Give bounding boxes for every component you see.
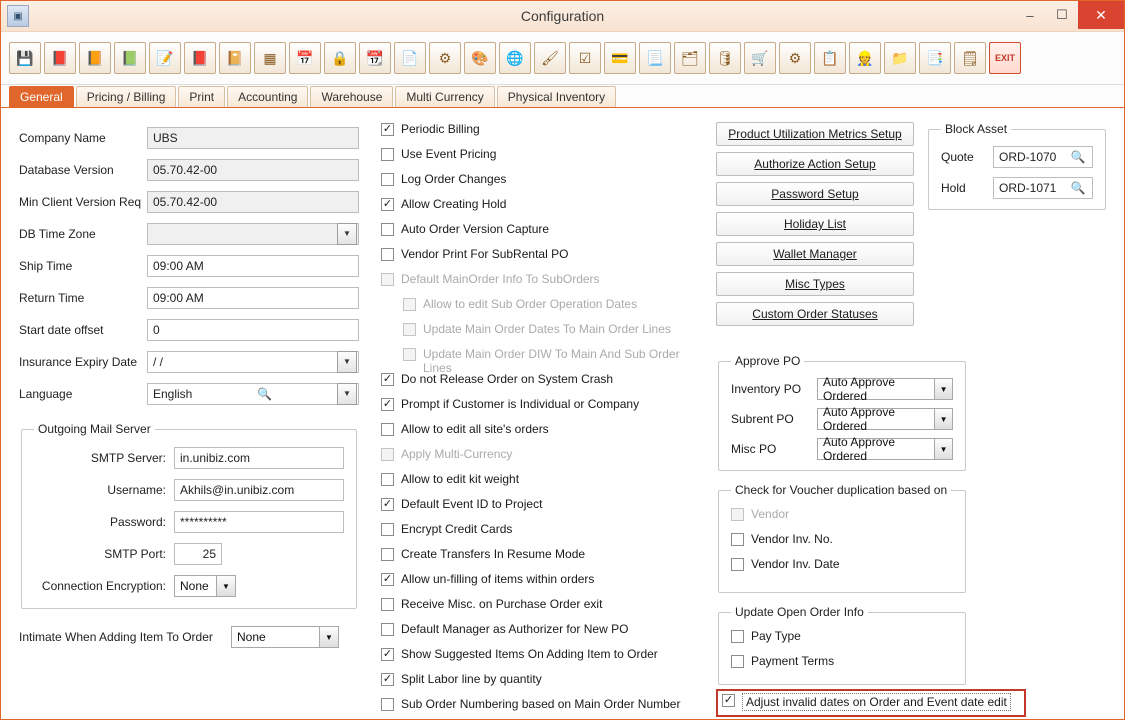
book-red-glyph: 📕 — [191, 50, 209, 66]
checkbox-box[interactable]: ✓ — [382, 398, 393, 410]
gear-green-glyph: ⚙ — [788, 50, 802, 66]
checkbox-label: Allow to edit kit weight — [401, 472, 520, 486]
password-setup-button[interactable] — [716, 182, 914, 206]
checkbox-pay-type[interactable] — [731, 629, 953, 654]
min-client-version-label: Min Client Version Req — [19, 195, 142, 209]
save-glyph: 💾 — [16, 50, 34, 66]
checkbox-box — [403, 323, 416, 336]
btn-label: Custom Order Statuses — [752, 307, 878, 321]
subrent-po-label: Subrent PO — [731, 412, 794, 426]
custom-order-statuses-button[interactable] — [716, 302, 914, 326]
approve-po-legend: Approve PO — [735, 354, 801, 368]
list-green-glyph: 📑 — [926, 50, 944, 66]
checkbox-box[interactable]: ✓ — [382, 573, 393, 585]
ship-time-value: 09:00 AM — [153, 259, 204, 273]
toolbar-globe-icon[interactable] — [499, 42, 531, 74]
checkbox-receive-misc-on-purchase-order-exit[interactable] — [381, 597, 711, 622]
update-open-order-group — [718, 605, 966, 685]
company-name-input[interactable] — [147, 127, 359, 149]
tab-print[interactable]: Print — [178, 86, 225, 107]
field-smtp-server — [34, 446, 344, 470]
checkbox-box[interactable]: ✓ — [382, 648, 393, 660]
doc-lines-glyph: 🗂 — [681, 50, 699, 66]
intimate-value: None — [237, 630, 266, 644]
wallet-manager-button[interactable] — [716, 242, 914, 266]
ship-time-input[interactable] — [147, 255, 359, 277]
minimize-button[interactable]: – — [1026, 7, 1034, 23]
insurance-expiry-date-label: Insurance Expiry Date — [19, 355, 138, 369]
checkbox-box[interactable] — [381, 173, 394, 186]
checkbox-label: Sub Order Numbering based on Main Order Number — [401, 697, 681, 711]
misc-po-select[interactable] — [817, 435, 953, 463]
misc-po-label: Misc PO — [731, 442, 777, 456]
block-asset-legend: Block Asset — [945, 122, 1008, 136]
toolbar-save-icon[interactable] — [9, 42, 41, 74]
password-input[interactable] — [174, 511, 344, 533]
checkbox-box — [403, 298, 416, 311]
hold-label: Hold — [941, 181, 966, 195]
inventory-po-select[interactable] — [817, 375, 953, 403]
field-password — [34, 510, 344, 534]
left-panel — [19, 126, 359, 657]
username-input[interactable] — [174, 479, 344, 501]
field-intimate-when-adding-item — [19, 625, 359, 649]
checkbox-box[interactable] — [381, 523, 394, 536]
maximize-button[interactable]: ☐ — [1056, 7, 1068, 22]
checkbox-voucher-vendor-inv-no[interactable] — [731, 532, 953, 557]
checkbox-allow-edit-all-sites-orders[interactable] — [381, 422, 711, 447]
checkbox-label: Apply Multi-Currency — [401, 447, 513, 461]
checkbox-box — [731, 508, 744, 521]
tab-multi-currency[interactable]: Multi Currency — [395, 86, 494, 107]
language-value: English — [153, 387, 193, 401]
search-icon[interactable]: 🔍 — [1070, 150, 1086, 164]
order-glyph: 📕 — [51, 50, 69, 66]
toolbar-cart-icon[interactable] — [744, 42, 776, 74]
checkbox-label: Vendor Print For SubRental PO — [401, 247, 569, 261]
search-icon[interactable]: 🔍 — [1070, 181, 1086, 195]
company-name-value: UBS — [153, 131, 178, 145]
window-controls — [1014, 1, 1124, 31]
checkbox-allow-edit-kit-weight[interactable] — [381, 472, 711, 497]
checkbox-label: Allow to edit all site's orders — [401, 422, 549, 436]
person-tool-glyph: 👷 — [856, 50, 874, 66]
checkbox-box[interactable] — [381, 248, 394, 261]
checkbox-voucher-vendor-inv-date[interactable] — [731, 557, 953, 582]
toolbar-gear-green-icon[interactable] — [779, 42, 811, 74]
toolbar-export-icon[interactable] — [114, 42, 146, 74]
toolbar — [1, 32, 1124, 85]
toolbar-doc-blue-icon[interactable] — [639, 42, 671, 74]
toolbar-book-stamp-icon[interactable] — [219, 42, 251, 74]
min-client-version-input — [147, 191, 359, 213]
field-company-name — [19, 126, 359, 150]
toolbar-barrel-icon[interactable] — [709, 42, 741, 74]
chevron-down-icon[interactable]: ▼ — [337, 383, 357, 405]
password-label: Password: — [109, 515, 166, 529]
checkbox-update-main-order-dates — [381, 322, 711, 347]
smtp-port-input[interactable] — [174, 543, 222, 565]
btn-label: Holiday List — [783, 217, 847, 231]
tab-physical-inventory[interactable]: Physical Inventory — [497, 86, 616, 107]
misc-types-button[interactable] — [716, 272, 914, 296]
toolbar-grid-icon[interactable] — [254, 42, 286, 74]
checkbox-box[interactable] — [731, 558, 744, 571]
checkbox-label: Vendor Inv. Date — [751, 557, 840, 571]
paint-glyph: 🖌 — [541, 50, 559, 66]
hold-input[interactable] — [993, 177, 1093, 199]
hold-value: ORD-1071 — [999, 181, 1057, 195]
smtp-server-value: in.unibiz.com — [180, 451, 251, 465]
notes-glyph: 📋 — [821, 50, 839, 66]
check-doc-glyph: ☑ — [578, 50, 592, 66]
lock-glyph: 🔒 — [331, 50, 349, 66]
checkbox-label: Periodic Billing — [401, 122, 480, 136]
checkbox-update-main-order-diw — [381, 347, 711, 375]
misc-po-value: Auto Approve Ordered — [823, 435, 896, 463]
field-smtp-port — [34, 542, 344, 566]
username-label: Username: — [107, 483, 166, 497]
intimate-select[interactable] — [231, 626, 339, 648]
checkbox-label: Update Main Order DIW To Main And Sub Order Lines — [423, 347, 680, 375]
cart-glyph: 🛒 — [751, 50, 769, 66]
checkbox-label: Log Order Changes — [401, 172, 507, 186]
checkbox-box[interactable] — [381, 623, 394, 636]
chevron-down-icon[interactable]: ▼ — [934, 379, 952, 399]
invoice-glyph: 📙 — [86, 50, 104, 66]
connection-encryption-label: Connection Encryption: — [41, 579, 166, 593]
checkbox-use-event-pricing[interactable] — [381, 147, 711, 172]
toolbar-book-red-icon[interactable] — [184, 42, 216, 74]
toolbar-check-doc-icon[interactable] — [569, 42, 601, 74]
checkbox-box[interactable]: ✓ — [382, 498, 393, 510]
checkbox-default-event-id-to-project[interactable] — [381, 497, 711, 522]
btn-label: Wallet Manager — [773, 247, 857, 261]
adjust-invalid-dates-highlight — [716, 689, 1026, 717]
db-time-zone-label: DB Time Zone — [19, 227, 96, 241]
checkbox-label: Auto Order Version Capture — [401, 222, 550, 236]
quote-input[interactable] — [993, 146, 1093, 168]
database-version-value: 05.70.42-00 — [153, 163, 218, 177]
checkbox-box[interactable] — [381, 148, 394, 161]
checkbox-label: Payment Terms — [751, 654, 835, 668]
checkbox-create-transfers-in-resume-mode[interactable] — [381, 547, 711, 572]
exit-glyph: EXIT — [994, 53, 1015, 63]
database-version-input — [147, 159, 359, 181]
field-ship-time — [19, 254, 359, 278]
return-time-input[interactable] — [147, 287, 359, 309]
subrent-po-select[interactable] — [817, 405, 953, 433]
checkbox-label: Create Transfers In Resume Mode — [401, 547, 586, 561]
update-open-order-legend: Update Open Order Info — [735, 605, 864, 619]
checkbox-box[interactable] — [381, 223, 394, 236]
return-time-label: Return Time — [19, 291, 85, 305]
outgoing-mail-server-legend: Outgoing Mail Server — [38, 422, 151, 436]
barrel-glyph: 🛢 — [716, 50, 734, 66]
ship-time-label: Ship Time — [19, 259, 73, 273]
checkbox-auto-order-version-capture[interactable] — [381, 222, 711, 247]
start-date-offset-value: 0 — [153, 323, 160, 337]
globe-glyph: 🌐 — [506, 50, 524, 66]
checkbox-box — [381, 273, 394, 286]
toolbar-calendar-day-icon[interactable] — [289, 42, 321, 74]
btn-label: Misc Types — [785, 277, 845, 291]
export-glyph: 📗 — [121, 50, 139, 66]
grid-glyph: ▦ — [263, 50, 277, 66]
toolbar-paint-icon[interactable] — [534, 42, 566, 74]
checkbox-label: Allow Creating Hold — [401, 197, 507, 211]
toolbar-card-icon[interactable] — [604, 42, 636, 74]
checkbox-label: Do not Release Order on System Crash — [401, 372, 614, 386]
language-input[interactable] — [147, 383, 359, 405]
outgoing-mail-server-group — [21, 422, 357, 609]
doc-blue-glyph: 📃 — [646, 50, 664, 66]
authorize-action-setup-button[interactable] — [716, 152, 914, 176]
chevron-down-icon[interactable]: ▼ — [216, 576, 235, 596]
checkbox-show-suggested-items[interactable] — [381, 647, 711, 672]
edit-glyph: 📝 — [156, 50, 174, 66]
block-asset-group — [928, 122, 1106, 210]
checkbox-box[interactable] — [731, 533, 744, 546]
close-button[interactable]: ✕ — [1078, 1, 1124, 29]
chevron-down-icon[interactable]: ▼ — [337, 223, 357, 245]
title-bar — [1, 1, 1124, 32]
checkbox-label: Vendor Inv. No. — [751, 532, 833, 546]
holiday-list-button[interactable] — [716, 212, 914, 236]
checkbox-label: Show Suggested Items On Adding Item to Order — [401, 647, 658, 661]
chevron-down-icon[interactable]: ▼ — [337, 351, 357, 373]
toolbar-order-icon[interactable] — [44, 42, 76, 74]
calendar-31-glyph: 📆 — [366, 50, 384, 66]
language-label: Language — [19, 387, 73, 401]
checkbox-apply-multi-currency — [381, 447, 711, 472]
toolbar-doc-lines-icon[interactable] — [674, 42, 706, 74]
btn-label: Authorize Action Setup — [754, 157, 876, 171]
checkbox-label: Use Event Pricing — [401, 147, 497, 161]
palette-glyph: 🎨 — [471, 50, 489, 66]
book-stamp-glyph: 📔 — [226, 50, 244, 66]
btn-label: Product Utilization Metrics Setup — [728, 127, 902, 141]
checkbox-allow-creating-hold[interactable] — [381, 197, 711, 222]
checkbox-box[interactable]: ✓ — [382, 373, 393, 385]
connection-encryption-value: None — [180, 579, 209, 593]
export-doc-glyph: 🗒 — [961, 50, 979, 66]
checkbox-box[interactable]: ✓ — [382, 198, 393, 210]
misc-po-row — [731, 435, 953, 463]
toolbar-settings-gear-icon[interactable] — [429, 42, 461, 74]
connection-encryption-select[interactable] — [174, 575, 236, 597]
toolbar-invoice-icon[interactable] — [79, 42, 111, 74]
toolbar-lock-icon[interactable] — [324, 42, 356, 74]
checkbox-default-manager-as-authorizer[interactable] — [381, 622, 711, 647]
toolbar-folder-gear-icon[interactable] — [884, 42, 916, 74]
checkbox-label: Receive Misc. on Purchase Order exit — [401, 597, 603, 611]
checkbox-voucher-vendor — [731, 507, 953, 532]
checkbox-label: Allow to edit Sub Order Operation Dates — [423, 297, 638, 311]
tab-warehouse[interactable]: Warehouse — [310, 86, 393, 107]
username-value: Akhils@in.unibiz.com — [180, 483, 295, 497]
field-username — [34, 478, 344, 502]
checkbox-sub-order-numbering[interactable] — [381, 697, 711, 720]
checkbox-adjust-invalid-dates[interactable] — [722, 693, 1020, 713]
block-asset-quote-row — [941, 146, 1093, 168]
toolbar-report-icon[interactable] — [394, 42, 426, 74]
field-min-client-version — [19, 190, 359, 214]
toolbar-palette-icon[interactable] — [464, 42, 496, 74]
checkbox-label: Allow un-filling of items within orders — [401, 572, 595, 586]
chevron-down-icon[interactable]: ▼ — [319, 627, 338, 647]
checkbox-label: Default Event ID to Project — [401, 497, 543, 511]
smtp-port-label: SMTP Port: — [104, 547, 166, 561]
smtp-server-label: SMTP Server: — [90, 451, 166, 465]
field-insurance-expiry-date — [19, 350, 359, 374]
chevron-down-icon[interactable]: ▼ — [934, 409, 952, 429]
toolbar-export-doc-icon[interactable] — [954, 42, 986, 74]
tab-general[interactable]: General — [9, 86, 74, 107]
calendar-day-glyph: 📅 — [296, 50, 314, 66]
search-icon[interactable]: 🔍 — [257, 387, 273, 401]
checkbox-box[interactable] — [381, 473, 394, 486]
adjust-invalid-dates-label: Adjust invalid dates on Order and Event date edit — [742, 693, 1011, 711]
checkbox-default-mainorder-info-to-suborders — [381, 272, 711, 297]
database-version-label: Database Version — [19, 163, 114, 177]
checkbox-box — [403, 348, 416, 361]
smtp-server-input[interactable] — [174, 447, 344, 469]
toolbar-exit-icon[interactable] — [989, 42, 1021, 74]
checkbox-label: Update Main Order Dates To Main Order Lines — [423, 322, 671, 336]
checkbox-box[interactable]: ✓ — [723, 694, 734, 706]
checkbox-box[interactable]: ✓ — [382, 673, 393, 685]
tab-pricing-billing[interactable]: Pricing / Billing — [76, 86, 177, 107]
quote-value: ORD-1070 — [999, 150, 1057, 164]
toolbar-calendar-31-icon[interactable] — [359, 42, 391, 74]
checkbox-label: Encrypt Credit Cards — [401, 522, 513, 536]
inventory-po-label: Inventory PO — [731, 382, 802, 396]
return-time-value: 09:00 AM — [153, 291, 204, 305]
right-panel — [716, 122, 1111, 717]
checkbox-label: Default MainOrder Info To SubOrders — [401, 272, 600, 286]
report-glyph: 📄 — [401, 50, 419, 66]
checkbox-label: Default Manager as Authorizer for New PO — [401, 622, 629, 636]
checkbox-allow-unfilling-items-within-orders[interactable] — [381, 572, 711, 597]
checkbox-encrypt-credit-cards[interactable] — [381, 522, 711, 547]
inventory-po-value: Auto Approve Ordered — [823, 375, 896, 403]
tab-content-general — [1, 108, 1124, 720]
checkbox-payment-terms[interactable] — [731, 654, 953, 674]
toolbar-person-tool-icon[interactable] — [849, 42, 881, 74]
checkbox-periodic-billing[interactable] — [381, 122, 711, 147]
tab-accounting[interactable]: Accounting — [227, 86, 308, 107]
subrent-po-value: Auto Approve Ordered — [823, 405, 896, 433]
insurance-expiry-date-value: / / — [153, 355, 164, 369]
intimate-label: Intimate When Adding Item To Order — [19, 630, 213, 644]
checkbox-box[interactable]: ✓ — [382, 123, 393, 135]
toolbar-notes-icon[interactable] — [814, 42, 846, 74]
checkbox-box[interactable] — [731, 655, 744, 668]
approve-po-group — [718, 354, 966, 471]
field-connection-encryption — [34, 574, 344, 598]
voucher-duplication-legend: Check for Voucher duplication based on — [735, 483, 948, 497]
checkbox-box[interactable] — [381, 423, 394, 436]
field-start-date-offset — [19, 318, 359, 342]
checkbox-box[interactable] — [731, 630, 744, 643]
app-icon: ▣ — [7, 5, 29, 27]
checkbox-label: Split Labor line by quantity — [401, 672, 542, 686]
toolbar-edit-icon[interactable] — [149, 42, 181, 74]
chevron-down-icon[interactable]: ▼ — [934, 439, 952, 459]
checkbox-vendor-print-for-subrental-po[interactable] — [381, 247, 711, 272]
quote-label: Quote — [941, 150, 974, 164]
smtp-port-value: 25 — [202, 547, 216, 561]
checkbox-box[interactable] — [381, 598, 394, 611]
voucher-duplication-group — [718, 483, 966, 593]
toolbar-list-green-icon[interactable] — [919, 42, 951, 74]
checkbox-box[interactable] — [381, 698, 394, 711]
checkbox-label: Prompt if Customer is Individual or Company — [401, 397, 640, 411]
field-database-version — [19, 158, 359, 182]
subrent-po-row — [731, 405, 953, 433]
middle-checkbox-panel — [381, 122, 711, 720]
checkbox-log-order-changes[interactable] — [381, 172, 711, 197]
card-glyph: 💳 — [611, 50, 629, 66]
folder-gear-glyph: 📁 — [891, 50, 909, 66]
insurance-expiry-date-input[interactable] — [147, 351, 359, 373]
db-time-zone-combo[interactable] — [147, 223, 359, 245]
window-title: Configuration — [520, 8, 605, 24]
company-name-label: Company Name — [19, 131, 106, 145]
checkbox-split-labor-line-by-quantity[interactable] — [381, 672, 711, 697]
password-value: ********** — [180, 515, 227, 529]
checkbox-label: Pay Type — [751, 629, 801, 643]
setup-buttons — [716, 122, 914, 332]
tab-bar — [1, 85, 1124, 108]
block-asset-hold-row — [941, 177, 1093, 199]
checkbox-do-not-release-order-on-system-crash[interactable] — [381, 372, 711, 397]
btn-label: Password Setup — [771, 187, 859, 201]
checkbox-allow-edit-sub-order-operation-dates — [381, 297, 711, 322]
checkbox-prompt-if-customer-individual-or-company[interactable] — [381, 397, 711, 422]
start-date-offset-label: Start date offset — [19, 323, 104, 337]
field-return-time — [19, 286, 359, 310]
checkbox-box[interactable] — [381, 548, 394, 561]
inventory-po-row — [731, 375, 953, 403]
start-date-offset-input[interactable] — [147, 319, 359, 341]
settings-gear-glyph: ⚙ — [438, 50, 452, 66]
min-client-version-value: 05.70.42-00 — [153, 195, 218, 209]
checkbox-box — [381, 448, 394, 461]
field-db-time-zone — [19, 222, 359, 246]
field-language — [19, 382, 359, 406]
product-utilization-metrics-setup-button[interactable] — [716, 122, 914, 146]
checkbox-label: Vendor — [751, 507, 790, 521]
